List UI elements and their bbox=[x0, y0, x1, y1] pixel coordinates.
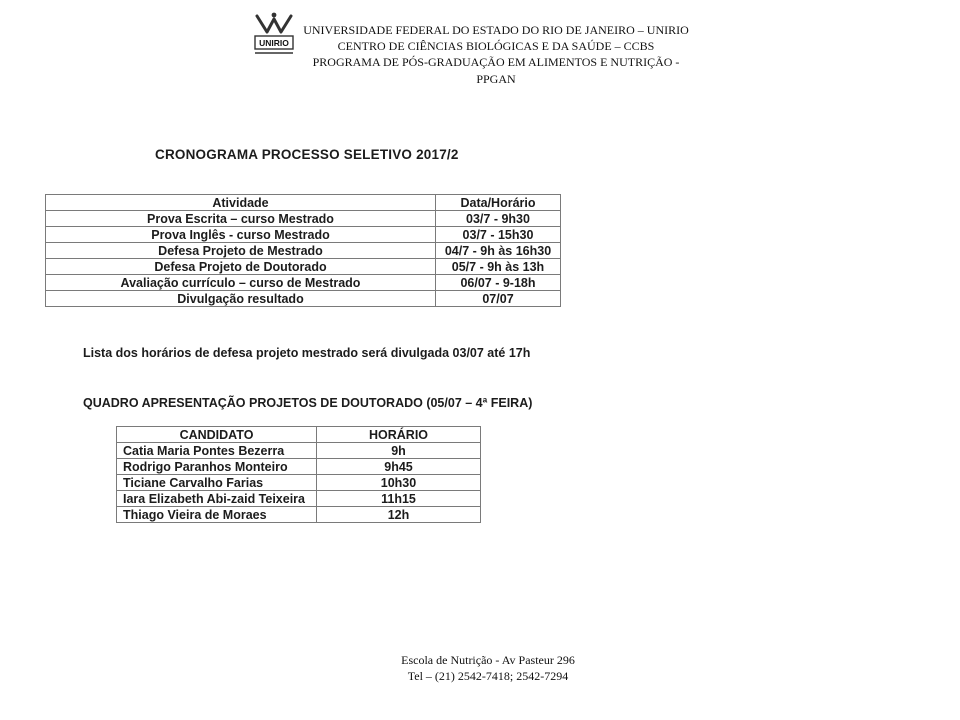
table-cell: 11h15 bbox=[317, 491, 481, 507]
column-header-horario: HORÁRIO bbox=[317, 427, 481, 443]
table-row bbox=[46, 211, 561, 227]
table-cell: Rodrigo Paranhos Monteiro bbox=[117, 459, 317, 475]
footer bbox=[357, 652, 619, 684]
table-row bbox=[117, 491, 481, 507]
table-row bbox=[46, 291, 561, 307]
footer-address: Escola de Nutrição - Av Pasteur 296 bbox=[401, 653, 575, 667]
table-row bbox=[117, 475, 481, 491]
letterhead bbox=[300, 22, 692, 87]
table-cell: Prova Inglês - curso Mestrado bbox=[46, 227, 436, 243]
table-cell: 07/07 bbox=[436, 291, 561, 307]
schedule-table bbox=[45, 194, 561, 307]
letterhead-line-3: PROGRAMA DE PÓS-GRADUAÇÃO EM ALIMENTOS E NUTRIÇÃO - PPGAN bbox=[312, 55, 680, 86]
table-header-row bbox=[117, 427, 481, 443]
logo-text: UNIRIO bbox=[259, 38, 289, 48]
table-cell: Divulgação resultado bbox=[46, 291, 436, 307]
column-header-atividade: Atividade bbox=[46, 195, 436, 211]
footer-phone: Tel – (21) 2542-7418; 2542-7294 bbox=[407, 669, 569, 684]
table-cell: 06/07 - 9-18h bbox=[436, 275, 561, 291]
doctorate-table bbox=[116, 426, 481, 523]
table-cell: Ticiane Carvalho Farias bbox=[117, 475, 317, 491]
table-cell: 9h45 bbox=[317, 459, 481, 475]
unirio-logo bbox=[248, 10, 300, 62]
table-row bbox=[46, 259, 561, 275]
table-cell: 10h30 bbox=[317, 475, 481, 491]
table-cell: 9h bbox=[317, 443, 481, 459]
page-title: CRONOGRAMA PROCESSO SELETIVO 2017/2 bbox=[155, 147, 459, 162]
letterhead-line-1: UNIVERSIDADE FEDERAL DO ESTADO DO RIO DE JANEIRO – UNIRIO bbox=[303, 23, 689, 37]
table-cell: Iara Elizabeth Abi-zaid Teixeira bbox=[117, 491, 317, 507]
table-row bbox=[46, 275, 561, 291]
table-cell: Thiago Vieira de Moraes bbox=[117, 507, 317, 523]
table-cell: Prova Escrita – curso Mestrado bbox=[46, 211, 436, 227]
column-header-data-horario: Data/Horário bbox=[436, 195, 561, 211]
table-cell: 04/7 - 9h às 16h30 bbox=[436, 243, 561, 259]
letterhead-line-2: CENTRO DE CIÊNCIAS BIOLÓGICAS E DA SAÚDE – CCBS bbox=[337, 39, 655, 54]
table-row bbox=[117, 443, 481, 459]
table-row bbox=[46, 243, 561, 259]
table-row bbox=[46, 227, 561, 243]
unirio-crest-icon bbox=[248, 10, 300, 62]
table-cell: Avaliação currículo – curso de Mestrado bbox=[46, 275, 436, 291]
table-cell: 03/7 - 9h30 bbox=[436, 211, 561, 227]
doctorate-section-heading: QUADRO APRESENTAÇÃO PROJETOS DE DOUTORADO (05/07 – 4ª FEIRA) bbox=[83, 396, 533, 410]
defense-schedule-note: Lista dos horários de defesa projeto mestrado será divulgada 03/07 até 17h bbox=[83, 346, 531, 360]
table-header-row bbox=[46, 195, 561, 211]
table-row bbox=[117, 459, 481, 475]
table-cell: Defesa Projeto de Mestrado bbox=[46, 243, 436, 259]
table-cell: 05/7 - 9h às 13h bbox=[436, 259, 561, 275]
table-cell: Defesa Projeto de Doutorado bbox=[46, 259, 436, 275]
column-header-candidato: CANDIDATO bbox=[117, 427, 317, 443]
table-cell: Catia Maria Pontes Bezerra bbox=[117, 443, 317, 459]
table-row bbox=[117, 507, 481, 523]
table-cell: 03/7 - 15h30 bbox=[436, 227, 561, 243]
table-cell: 12h bbox=[317, 507, 481, 523]
